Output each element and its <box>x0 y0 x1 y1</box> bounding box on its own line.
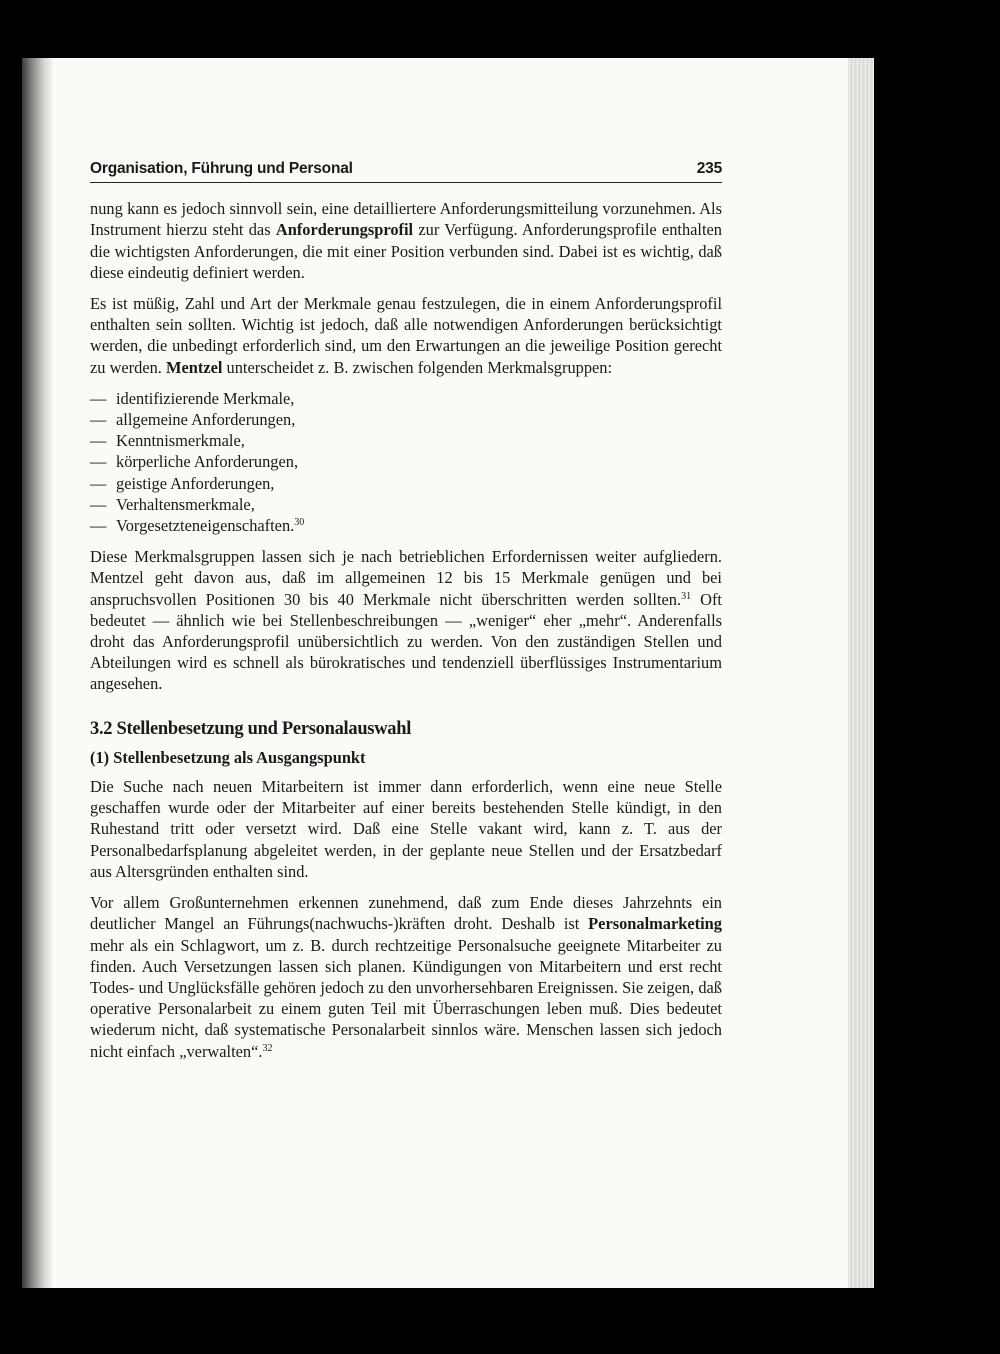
paragraph-3-text-a: Diese Merkmalsgruppen lassen sich je nach betrieblichen Erfordernissen weiter aufgliedern. Mentzel geht davon aus, daß im allgemeinen 12 bis 15 Merkmale genügen und bei anspruchsvollen Positionen 30 bis 40 Merkmale nicht überschritten werden sollten. <box>90 547 722 609</box>
paragraph-3 <box>90 546 722 694</box>
list-item: — Kenntnismerkmale, <box>90 431 245 451</box>
section-heading: 3.2 Stellenbesetzung und Personalauswahl <box>90 718 412 739</box>
term-anforderungsprofil: Anforderungsprofil <box>275 220 414 240</box>
footnote-ref-32: 32 <box>262 1042 273 1054</box>
term-personalmarketing: Personalmarketing <box>588 914 722 934</box>
list-item: — geistige Anforderungen, <box>90 473 275 493</box>
page-number: 235 <box>696 160 722 177</box>
running-head <box>90 158 722 183</box>
paragraph-1 <box>90 198 722 283</box>
paragraph-2 <box>90 293 722 378</box>
paragraph-4 <box>90 776 722 882</box>
paragraph-5 <box>90 892 722 1062</box>
footnote-ref-31: 31 <box>681 590 692 602</box>
paragraph-2-text-b: unterscheidet z. B. zwischen folgenden Merkmalsgruppen: <box>222 357 613 377</box>
list-item: — Verhaltensmerkmale, <box>90 494 255 514</box>
running-head-title: Organisation, Führung und Personal <box>90 160 353 177</box>
book-page <box>22 58 874 1288</box>
book-spine-shadow <box>22 58 52 1288</box>
paragraph-2-text-a: Es ist müßig, Zahl und Art der Merkmale genau festzulegen, die in einem Anforderungsprofil enthalten sein sollten. Wichtig ist jedoch, daß alle notwendigen Anforderungen berücksichtigt werden, die unbedingt erforderlich sind, um den Erwartungen an die jeweilige Position gerecht zu werden. <box>90 294 722 377</box>
paragraph-1-text-b: zur Verfügung. Anforderungsprofile enthalten die wichtigsten Anforderungen, die mit einer Position verbunden sind. Dabei ist es wichtig, daß diese eindeutig definiert werden. <box>90 220 722 282</box>
merkmalsgruppen-list <box>90 388 722 536</box>
paragraph-5-text-a: Vor allem Großunternehmen erkennen zunehmend, daß zum Ende dieses Jahrzehnts ein deutlicher Mangel an Führungs(nachwuchs-)kräften droht. Deshalb ist <box>90 893 722 934</box>
paragraph-1-text-a: nung kann es jedoch sinnvoll sein, eine detailliertere Anforderungsmitteilung vorzunehmen. Als Instrument hierzu steht das <box>90 199 722 240</box>
subsection-heading: (1) Stellenbesetzung als Ausgangspunkt <box>90 747 366 767</box>
page-content <box>90 158 722 1072</box>
paragraph-4-text: Die Suche nach neuen Mitarbeitern ist immer dann erforderlich, wenn eine neue Stelle geschaffen wurde oder der Mitarbeiter auf einer bereits bestehenden Stelle kündigt, in den Ruhestand tritt oder versetzt wird. Daß eine Stelle vakant wird, kann z. T. aus der Personalbedarfsplanung abgeleitet werden, in der geplante neue Stellen und der Ersatzbedarf aus Altersgründen enthalten sind. <box>90 777 722 881</box>
list-item: — identifizierende Merkmale, <box>90 388 295 408</box>
paragraph-3-text-b: Oft bedeutet — ähnlich wie bei Stellenbeschreibungen — „weniger“ eher „mehr“. Anderenfalls droht das Anforderungsprofil unübersichtlich zu werden. Von den zuständigen Stellen und Abteilungen wird es schnell als bürokratisches und tendenziell überflüssiges Instrumentarium angesehen. <box>90 589 722 694</box>
list-item: — allgemeine Anforderungen, <box>90 410 296 430</box>
footnote-ref-30: 30 <box>294 517 305 529</box>
paragraph-5-text-b: mehr als ein Schlagwort, um z. B. durch rechtzeitige Personalsuche geeignete Mitarbeiter zu finden. Auch Versetzungen lassen sich planen. Kündigungen von Mitarbeitern und erst recht Todes- und Unglücksfälle gehören jedoch zu den unvorhersehbaren Ereignissen. Sie zeigen, daß operative Personalarbeit zu einem guten Teil mit Überraschungen leben muß. Dies bedeutet wiederum nicht, daß systematische Personalarbeit sinnlos wäre. Menschen lassen sich jedoch nicht einfach „verwalten“. <box>90 935 722 1061</box>
page-edges <box>848 58 874 1288</box>
list-item: — körperliche Anforderungen, <box>90 452 299 472</box>
term-mentzel: Mentzel <box>166 357 223 377</box>
list-item: — Vorgesetzteneigenschaften.$^{30}$ <box>90 516 305 536</box>
